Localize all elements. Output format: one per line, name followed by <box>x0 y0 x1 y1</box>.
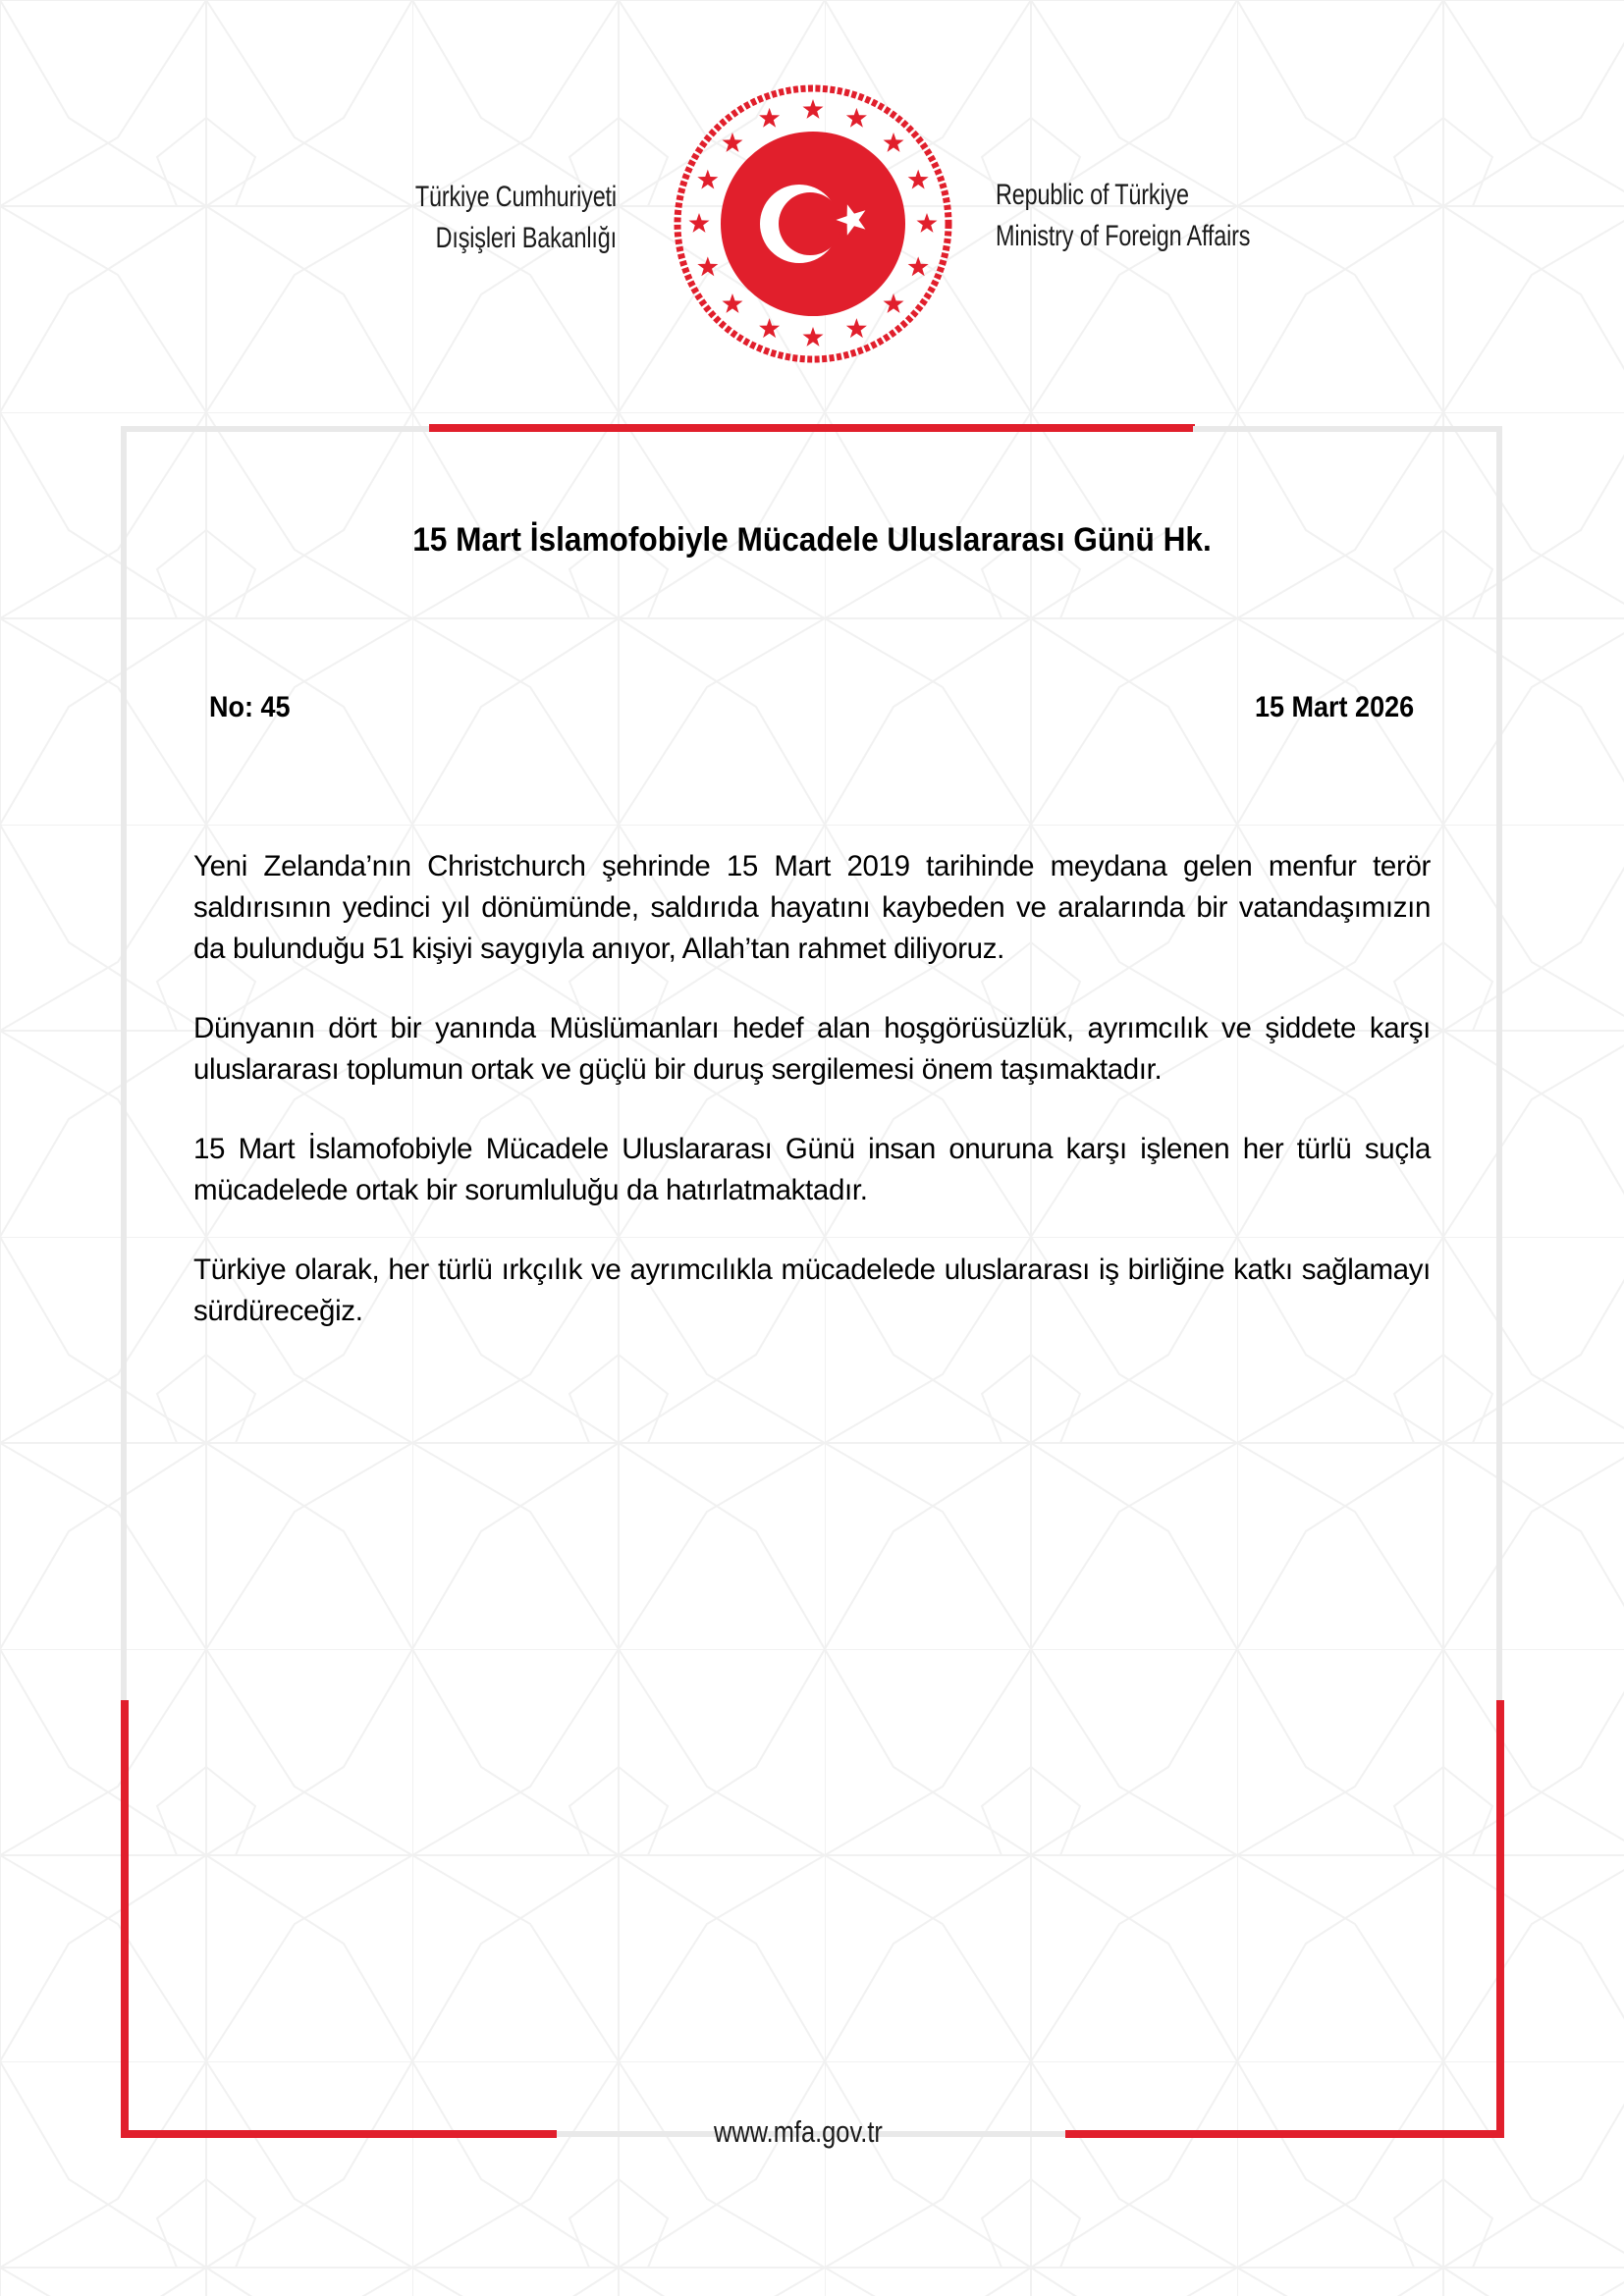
body-paragraph-1: Yeni Zelanda’nın Christchurch şehrinde 15 Mart 2019 tarihinde meydana gelen menfur terör saldırısının yedinci yıl dönümünde, saldırıda hayatını kaybeden ve aralarında bir vatandaşımızın da bulunduğu 51 kişiyi saygıyla anıyor, Allah’tan rahmet diliyoruz. <box>193 850 1431 965</box>
frame-top-gray-right <box>1193 426 1501 432</box>
document-body <box>193 846 1431 1370</box>
header-ministry-name-en <box>996 175 1250 257</box>
footer-website-link[interactable]: www.mfa.gov.tr <box>714 2114 883 2149</box>
body-paragraph-4: Türkiye olarak, her türlü ırkçılık ve ayrımcılıkla mücadelede uluslararası iş birliğine katkı sağlamayı sürdüreceğiz. <box>193 1254 1431 1327</box>
header-right-line1: Republic of Türkiye <box>996 179 1189 211</box>
frame-left-gray <box>121 426 127 1702</box>
frame-bottom-red-left <box>121 2130 557 2138</box>
frame-bottom-red-right <box>1065 2130 1504 2138</box>
turkish-mfa-emblem-icon <box>672 82 954 365</box>
body-paragraph-2: Dünyanın dört bir yanında Müslümanları hedef alan hoşgörüsüzlük, ayrımcılık ve şiddete karşı uluslararası toplumun ortak ve güçlü bir duruş sergilemesi önem taşımaktadır. <box>193 1012 1431 1086</box>
frame-right-gray <box>1496 426 1502 1702</box>
header-right-line2: Ministry of Foreign Affairs <box>996 220 1251 252</box>
header-left-line2: Dışişleri Bakanlığı <box>435 222 617 254</box>
frame-right-red <box>1496 1700 1504 2138</box>
frame-top-red-bar <box>429 424 1195 432</box>
header-ministry-name-tr <box>415 177 617 259</box>
header-left-line1: Türkiye Cumhuriyeti <box>414 181 617 213</box>
frame-left-red <box>121 1700 129 2138</box>
document-number: No: 45 <box>209 691 291 723</box>
body-paragraph-3: 15 Mart İslamofobiyle Mücadele Uluslararası Günü insan onuruna karşı işlenen her türlü suçla mücadelede ortak bir sorumluluğu da hatırlatmaktadır. <box>193 1133 1431 1206</box>
frame-top-gray-left <box>121 426 435 432</box>
document-date: 15 Mart 2026 <box>1254 691 1414 723</box>
document-title: 15 Mart İslamofobiyle Mücadele Uluslararası Günü Hk. <box>412 521 1212 559</box>
